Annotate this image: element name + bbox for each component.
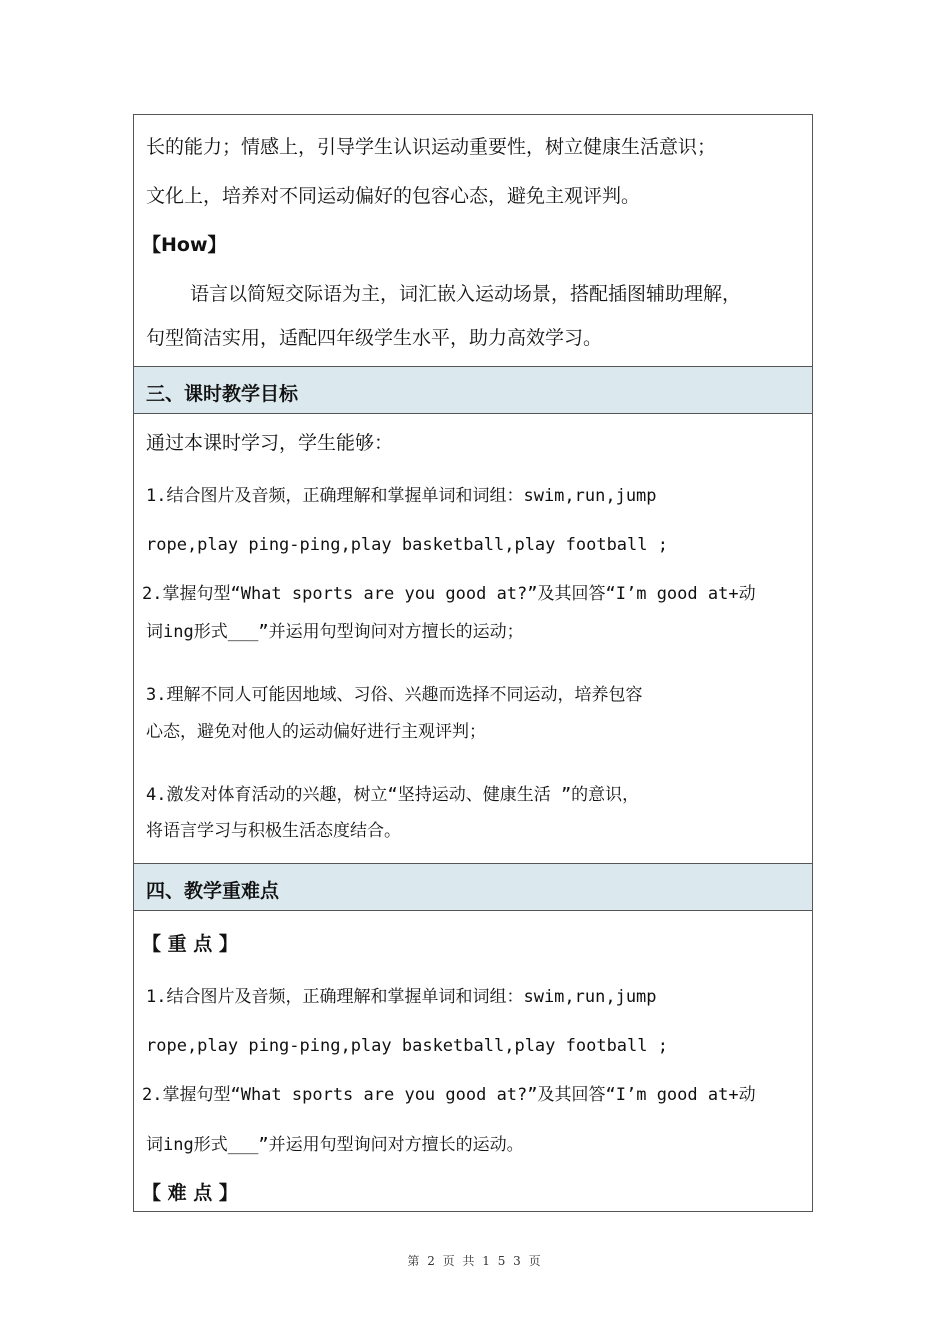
objective-item: 3.理解不同人可能因地域、习俗、兴趣而选择不同运动，培养包容 bbox=[146, 685, 643, 705]
objective-item: rope,play ping-ping,play basketball,play football ; bbox=[146, 535, 668, 555]
lesson-plan-table bbox=[133, 114, 813, 1212]
difficulty-heading: 【 难 点 】 bbox=[142, 1182, 238, 1204]
text-line: 长的能力；情感上，引导学生认识运动重要性，树立健康生活意识； bbox=[146, 136, 717, 158]
how-heading: 【How】 bbox=[142, 234, 227, 256]
objective-item: 2.掌握句型“What sports are you good at?”及其回答“I’m good at+动 bbox=[142, 584, 756, 604]
key-point-item: 2.掌握句型“What sports are you good at?”及其回答“I’m good at+动 bbox=[142, 1085, 756, 1105]
section-title: 四、教学重难点 bbox=[146, 880, 280, 902]
text-line: 文化上，培养对不同运动偏好的包容心态，避免主观评判。 bbox=[146, 185, 641, 207]
text-line: 句型简洁实用，适配四年级学生水平，助力高效学习。 bbox=[146, 327, 603, 349]
section-header-objectives bbox=[134, 366, 812, 414]
key-point-item: 1.结合图片及音频，正确理解和掌握单词和词组：swim,run,jump bbox=[146, 987, 657, 1007]
text-line: 语言以简短交际语为主，词汇嵌入运动场景，搭配插图辅助理解， bbox=[190, 283, 742, 305]
section-header-key-points bbox=[134, 863, 812, 911]
text-line: 通过本课时学习，学生能够： bbox=[146, 432, 394, 454]
key-point-item: rope,play ping-ping,play basketball,play football ; bbox=[146, 1036, 668, 1056]
objective-item: 将语言学习与积极生活态度结合。 bbox=[146, 821, 401, 841]
objective-item: 词ing形式___”并运用句型询问对方擅长的运动； bbox=[146, 622, 524, 642]
objective-item: 1.结合图片及音频，正确理解和掌握单词和词组：swim,run,jump bbox=[146, 486, 657, 506]
section-title: 三、课时教学目标 bbox=[146, 383, 299, 405]
page-number-footer: 第 2 页 共 1 5 3 页 bbox=[407, 1254, 543, 1268]
objective-item: 心态，避免对他人的运动偏好进行主观评判； bbox=[146, 722, 486, 742]
key-points-heading: 【 重 点 】 bbox=[142, 933, 238, 955]
key-point-item: 词ing形式___”并运用句型询问对方擅长的运动。 bbox=[146, 1135, 524, 1155]
objective-item: 4.激发对体育活动的兴趣，树立“坚持运动、健康生活 ”的意识， bbox=[146, 785, 640, 805]
